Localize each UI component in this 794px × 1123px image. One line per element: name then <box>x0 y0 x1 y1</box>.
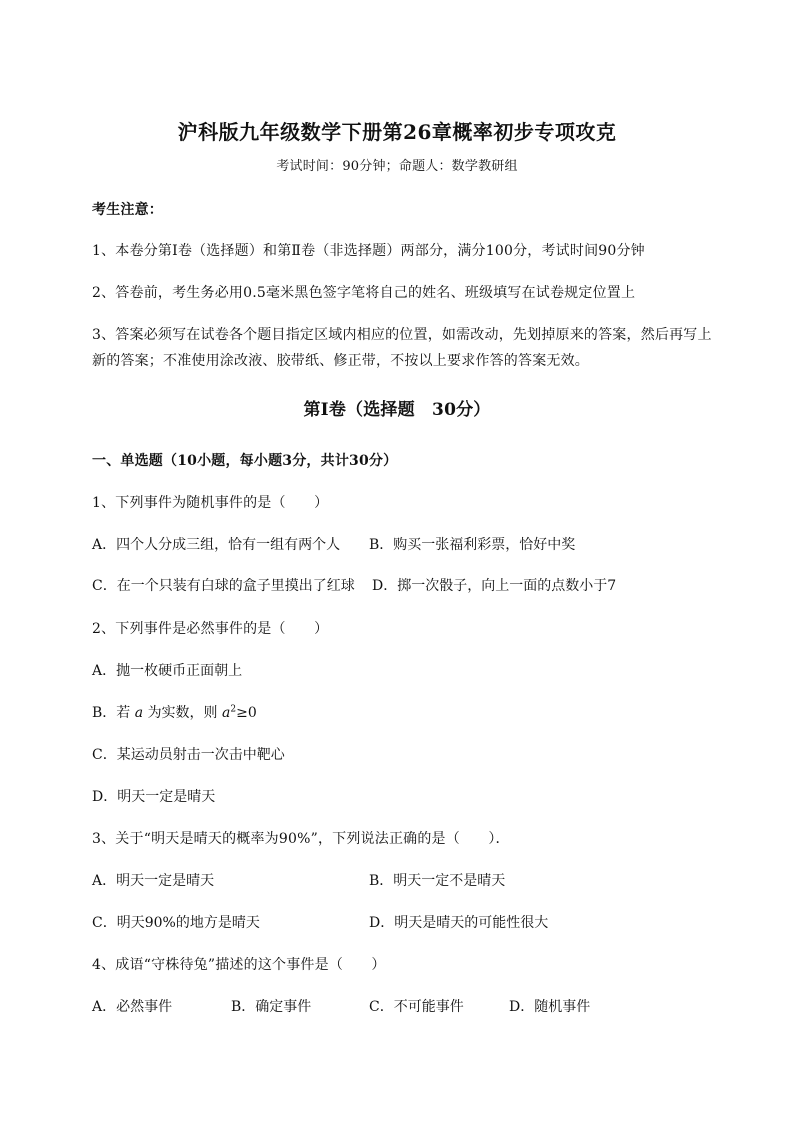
question-3-option-b: B．明天一定不是晴天 <box>369 873 506 889</box>
question-2-option-b <box>92 703 257 723</box>
question-4-option-c: C．不可能事件 <box>369 999 464 1015</box>
question-1-option-b: B．购买一张福利彩票，恰好中奖 <box>369 537 576 553</box>
page-subtitle: 考试时间：90分钟；命题人：数学教研组 <box>276 159 518 174</box>
exponent: 2 <box>230 704 237 715</box>
notice-item-3: 3、答案必须写在试卷各个题目指定区域内相应的位置，如需改动，先划掉原来的答案，然后再写上新的答案；不准使用涂改液、胶带纸、修正带，不按以上要求作答的答案无效。 <box>92 327 712 369</box>
variable-a-squared-base: a <box>222 705 231 721</box>
question-3-option-c: C．明天90%的地方是晴天 <box>92 915 260 931</box>
section-title: 第I卷（选择题 30分） <box>303 400 491 420</box>
notice-item-1: 1、本卷分第I卷（选择题）和第Ⅱ卷（非选择题）两部分，满分100分，考试时间90分钟 <box>92 243 645 259</box>
question-2-option-b-suffix: ≥0 <box>236 705 257 721</box>
question-1-option-a: A．四个人分成三组，恰有一组有两个人 <box>92 537 341 553</box>
question-1-stem: 1、下列事件为随机事件的是（ ） <box>92 495 329 511</box>
question-3-option-d: D．明天是晴天的可能性很大 <box>369 915 549 931</box>
question-2-option-b-middle: 为实数，则 <box>147 705 218 721</box>
page-title: 沪科版九年级数学下册第26章概率初步专项攻克 <box>177 120 617 144</box>
notice-item-2: 2、答卷前，考生务必用0.5毫米黑色签字笔将自己的姓名、班级填写在试卷规定位置上 <box>92 285 636 301</box>
question-3-option-a: A．明天一定是晴天 <box>92 873 215 889</box>
question-2-stem: 2、下列事件是必然事件的是（ ） <box>92 621 329 637</box>
part-title: 一、单选题（10小题，每小题3分，共计30分） <box>92 453 398 469</box>
question-2-option-a: A．抛一枚硬币正面朝上 <box>92 663 243 679</box>
question-1-option-d: D．掷一次骰子，向上一面的点数小于7 <box>372 578 617 594</box>
question-4-option-b: B．确定事件 <box>231 999 312 1015</box>
question-4-option-d: D．随机事件 <box>509 999 591 1015</box>
question-3-stem: 3、关于“明天是晴天的概率为90%”，下列说法正确的是（ ）． <box>92 831 510 847</box>
notice-heading: 考生注意： <box>92 202 163 218</box>
question-2-option-b-prefix: B．若 <box>92 705 131 721</box>
question-2-option-c: C．某运动员射击一次击中靶心 <box>92 747 285 763</box>
question-4-stem: 4、成语“守株待兔”描述的这个事件是（ ） <box>92 957 386 973</box>
question-4-option-a: A．必然事件 <box>92 999 173 1015</box>
question-2-option-d: D．明天一定是晴天 <box>92 789 216 805</box>
question-1-option-c: C．在一个只装有白球的盒子里摸出了红球 <box>92 578 355 594</box>
variable-a: a <box>134 705 144 721</box>
